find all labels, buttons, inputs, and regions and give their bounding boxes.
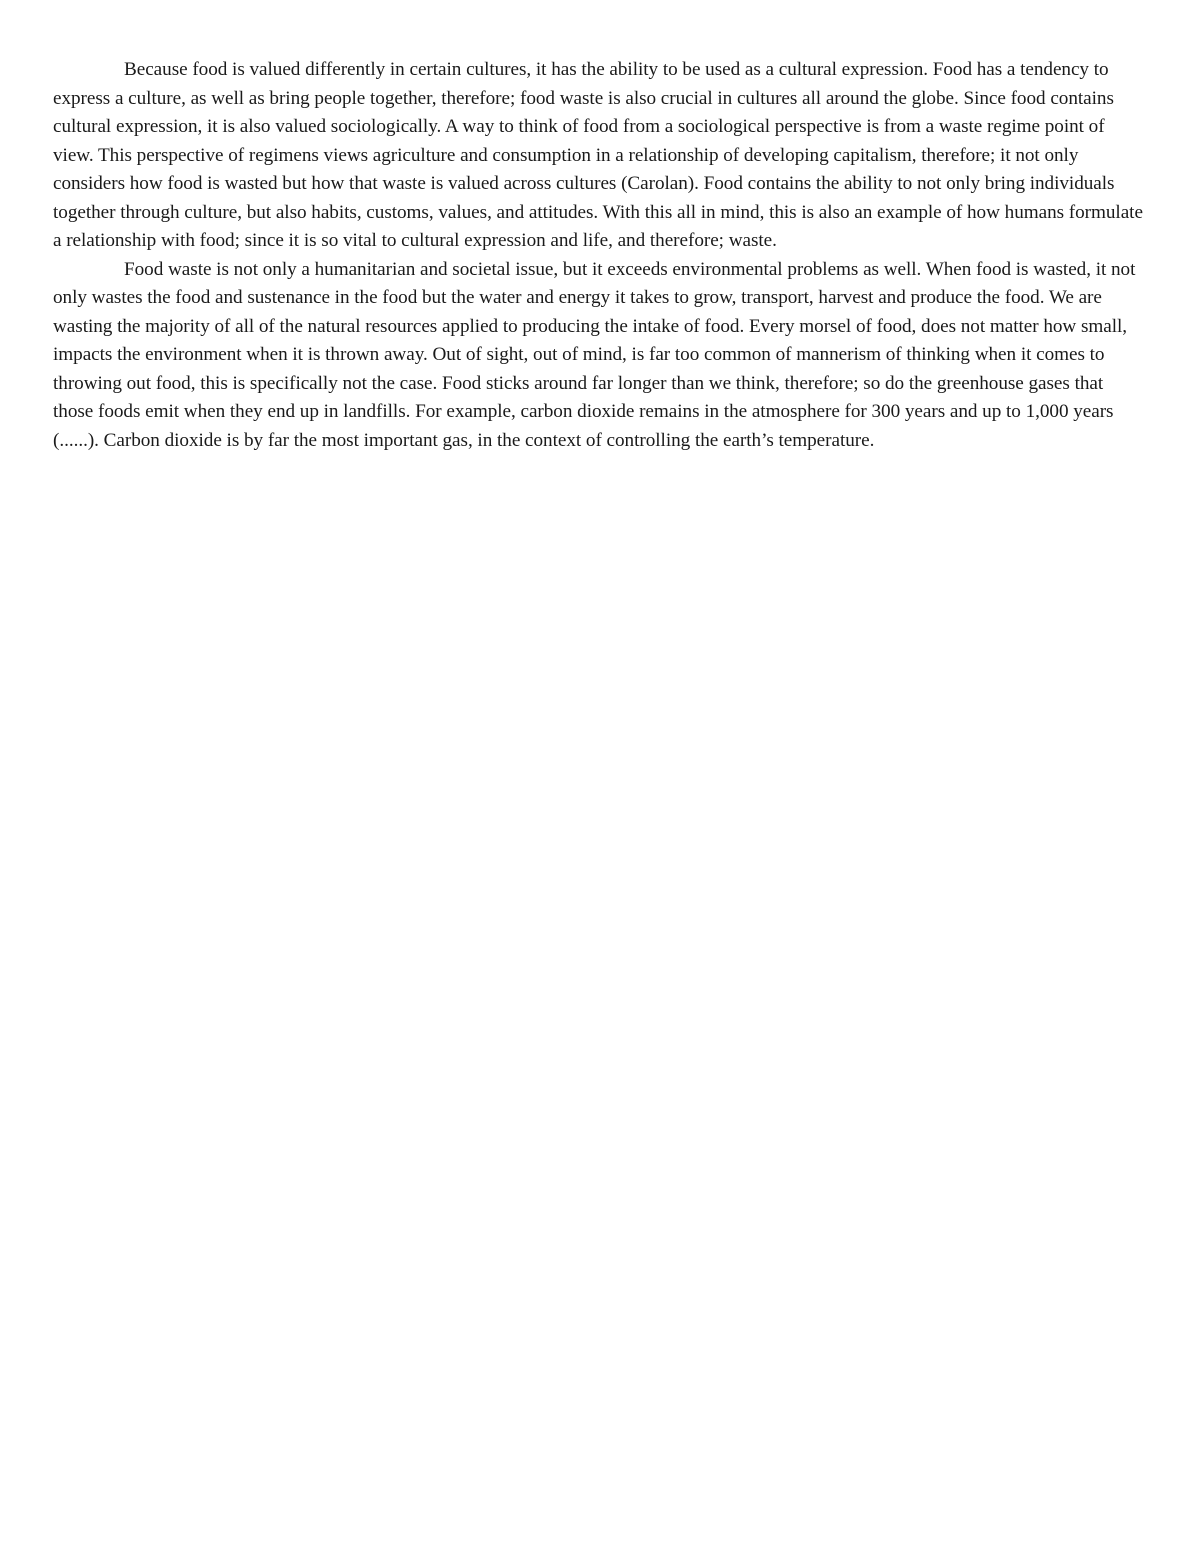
paragraph-environment: Food waste is not only a humanitarian and societal issue, but it exceeds environmental problems as well. When food is wasted, it not only wastes the food and sustenance in the food but the water and energy it takes to grow, transport, harvest and produce the food. We are wasting the majority of all of the natural resources applied to producing the intake of food. Every morsel of food, does not matter how small, impacts the environment when it is thrown away. Out of sight, out of mind, is far too common of mannerism of thinking when it comes to throwing out food, this is specifically not the case. Food sticks around far longer than we think, therefore; so do the greenhouse gases that those foods emit when they end up in landfills. For example, carbon dioxide remains in the atmosphere for 300 years and up to 1,000 years (......). Carbon dioxide is by far the most important gas, in the context of controlling the earth’s temperature. xyxy=(53,258,1136,451)
document-body xyxy=(53,56,1145,455)
paragraph-culture: Because food is valued differently in certain cultures, it has the ability to be used as a cultural expression. Food has a tendency to express a culture, as well as bring people together, therefore; food waste is also crucial in cultures all around the globe. Since food contains cultural expression, it is also valued sociologically. A way to think of food from a sociological perspective is from a waste regime point of view. This perspective of regimens views agriculture and consumption in a relationship of developing capitalism, therefore; it not only considers how food is wasted but how that waste is valued across cultures (Carolan). Food contains the ability to not only bring individuals together through culture, but also habits, customs, values, and attitudes. With this all in mind, this is also an example of how humans formulate a relationship with food; since it is so vital to cultural expression and life, and therefore; waste. xyxy=(53,59,1143,251)
